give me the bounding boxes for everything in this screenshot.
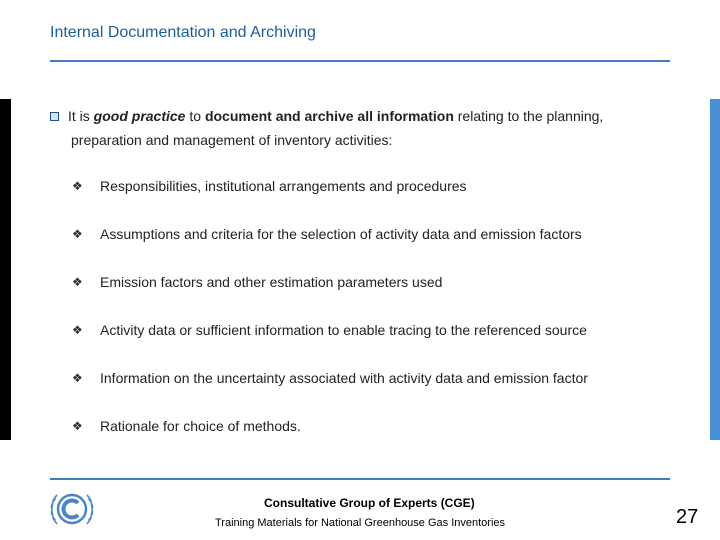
- intro-paragraph: [50, 104, 690, 152]
- footer-organization: Consultative Group of Experts (CGE): [264, 496, 475, 510]
- intro-text-1: It is: [68, 108, 94, 124]
- intro-bold: document and archive all information: [204, 108, 454, 124]
- list-item: [72, 222, 588, 270]
- diamond-bullet-icon: ❖: [72, 275, 83, 289]
- list-item-text: Rationale for choice of methods.: [100, 418, 301, 434]
- footer-subtitle: Training Materials for National Greenhouse Gas Inventories: [215, 517, 506, 529]
- documentation-list: [72, 174, 588, 462]
- list-item: [72, 318, 588, 366]
- intro-text-3: relating to the planning,: [453, 108, 604, 124]
- unfccc-logo-icon: [47, 488, 97, 532]
- title-divider: [50, 60, 670, 62]
- list-item-text: Information on the uncertainty associated with activity data and emission factor: [100, 370, 588, 386]
- list-item: [72, 174, 588, 222]
- diamond-bullet-icon: ❖: [72, 371, 83, 385]
- list-item: [72, 270, 588, 318]
- slide-title: Internal Documentation and Archiving: [50, 24, 316, 41]
- left-accent-bar: [0, 99, 11, 440]
- intro-line-2: preparation and management of inventory activities:: [71, 132, 393, 148]
- checkbox-square-icon: [50, 112, 59, 121]
- footer-divider: [50, 478, 670, 480]
- page-number: 27: [676, 506, 699, 528]
- intro-text-2: to: [185, 108, 205, 124]
- list-item: [72, 414, 588, 462]
- diamond-bullet-icon: ❖: [72, 227, 83, 241]
- diamond-bullet-icon: ❖: [72, 323, 83, 337]
- diamond-bullet-icon: ❖: [72, 419, 83, 433]
- list-item-text: Responsibilities, institutional arrangements and procedures: [100, 178, 467, 194]
- diamond-bullet-icon: ❖: [72, 179, 83, 193]
- list-item-text: Activity data or sufficient information to enable tracing to the referenced source: [100, 322, 587, 338]
- right-accent-bar: [710, 99, 720, 440]
- list-item-text: Assumptions and criteria for the selection of activity data and emission factors: [100, 226, 582, 242]
- list-item: [72, 366, 588, 414]
- list-item-text: Emission factors and other estimation parameters used: [100, 274, 443, 290]
- intro-emphasis: good practice: [93, 108, 186, 124]
